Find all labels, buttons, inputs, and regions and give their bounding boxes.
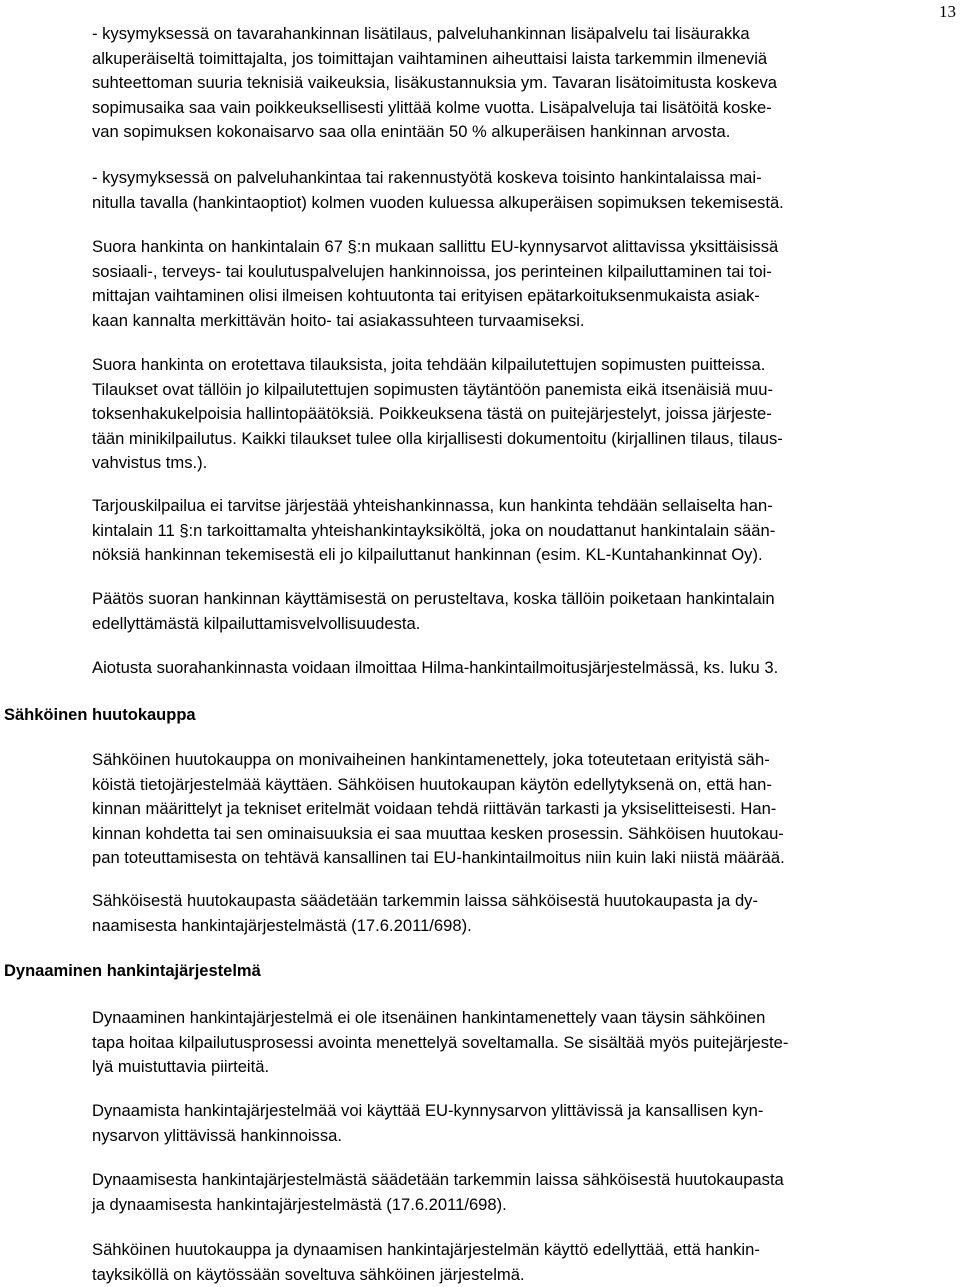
text-line: van sopimuksen kokonaisarvo saa olla enintään 50 % alkuperäisen hankinnan arvosta. — [92, 122, 731, 142]
text-line: mittajan vaihtaminen olisi ilmeisen kohtuutonta tai erityisen epätarkoituksenmukaista asiak- — [92, 286, 760, 306]
text-line: kinnan määrittelyt ja tekniset eritelmät voidaan tehdä riittävän tarkasti ja yksiselitteisesti. Han- — [92, 799, 777, 819]
text-line: Päätös suoran hankinnan käyttämisestä on perusteltava, koska tällöin poiketaan hankintalain — [92, 589, 775, 608]
text-line: Dynaamisesta hankintajärjestelmästä säädetään tarkemmin laissa sähköisestä huutokaupasta — [92, 1170, 784, 1189]
text-line: Suora hankinta on erotettava tilauksista, joita tehdään kilpailutettujen sopimusten puitteissa. — [92, 355, 766, 374]
text-line: Sähköinen huutokauppa ja dynaamisen hankintajärjestelmän käyttö edellyttää, että hankin- — [92, 1240, 760, 1259]
paragraph-tender — [92, 494, 954, 568]
text-line: suhteettoman suuria teknisiä vaikeuksia, lisäkustannuksia ym. Tavaran lisätoimitusta koskeva — [92, 73, 777, 93]
text-line: naamisesta hankintajärjestelmästä (17.6.2011/698). — [92, 915, 472, 935]
page-number: 13 — [939, 2, 956, 21]
text-line: nysarvon ylittävissä hankinnoissa. — [92, 1125, 342, 1145]
text-line: sosiaali-, terveys- tai koulutuspalvelujen hankinnoissa, jos perinteinen kilpailuttaminen tai toi- — [92, 261, 772, 281]
text-line: - kysymyksessä on tavarahankinnan lisätilaus, palveluhankinnan lisäpalvelu tai lisäurakka — [92, 24, 750, 43]
text-line: kintalain 11 §:n tarkoittamalta yhteishankintayksiköltä, joka on noudattanut hankintalain sään- — [92, 520, 776, 540]
text-line: Aiotusta suorahankinnasta voidaan ilmoittaa Hilma-hankintailmoitusjärjestelmässä, ks. luku 3. — [92, 658, 779, 677]
paragraph-auction-law — [92, 889, 954, 938]
paragraph-dynamic-law — [92, 1168, 954, 1217]
section-heading-dynamic-purchasing: Dynaaminen hankintajärjestelmä — [4, 962, 261, 980]
text-line: köistä tietojärjestelmää käyttäen. Sähköisen huutokaupan käytön edellytyksenä on, että han- — [92, 774, 772, 794]
text-line: lyä muistuttavia piirteitä. — [92, 1057, 270, 1077]
text-line: Dynaamista hankintajärjestelmää voi käyttää EU-kynnysarvon ylittävissä ja kansallisen kyn- — [92, 1101, 764, 1120]
paragraph-dash-2 — [92, 166, 954, 215]
section-heading-electronic-auction: Sähköinen huutokauppa — [4, 706, 196, 724]
text-line: vahvistus tms.). — [92, 453, 208, 473]
text-line: ja dynaamisesta hankintajärjestelmästä (17.6.2011/698). — [92, 1194, 507, 1214]
paragraph-orders — [92, 353, 954, 476]
text-line: nöksiä hankinnan tekemisestä eli jo kilpailuttanut hankinnan (esim. KL-Kuntahankinnat Oy). — [92, 545, 763, 565]
text-line: tapa hoitaa kilpailutusprosessi avointa menettelyä soveltamalla. Se sisältää myös puitejärjeste- — [92, 1032, 789, 1052]
text-line: Dynaaminen hankintajärjestelmä ei ole itsenäinen hankintamenettely vaan täysin sähköinen — [92, 1008, 766, 1027]
text-line: kaan kannalta merkittävän hoito- tai asiakassuhteen turvaamiseksi. — [92, 310, 585, 330]
text-line: toksenhakukelpoisia hallintopäätöksiä. Poikkeuksena tästä on puitejärjestelyt, joissa järjeste- — [92, 404, 772, 424]
text-line: - kysymyksessä on palveluhankintaa tai rakennustyötä koskeva toisinto hankintalaissa mai- — [92, 168, 762, 187]
paragraph-electronic-auction — [92, 748, 954, 871]
paragraph-direct-procurement — [92, 235, 954, 333]
text-line: tään minikilpailutus. Kaikki tilaukset tulee olla kirjallisesti dokumentoitu (kirjallinen tilaus, tilaus- — [92, 428, 783, 448]
paragraph-decision — [92, 587, 954, 636]
text-line: Tarjouskilpailua ei tarvitse järjestää yhteishankinnassa, kun hankinta tehdään sellaiselta han- — [92, 496, 773, 515]
text-line: tayksiköllä on käytössään soveltuva sähköinen järjestelmä. — [92, 1264, 525, 1284]
text-line: sopimusaika saa vain poikkeuksellisesti ylittää kolme vuotta. Lisäpalveluja tai lisätöitä koske- — [92, 97, 772, 117]
text-line: alkuperäiseltä toimittajalta, jos toimittajan vaihtaminen aiheuttaisi laista tarkemmin ilmeneviä — [92, 48, 768, 68]
paragraph-hilma — [92, 656, 954, 681]
text-line: edellyttämästä kilpailuttamisvelvollisuudesta. — [92, 613, 421, 633]
text-line: nitulla tavalla (hankintaoptiot) kolmen vuoden kuluessa alkuperäisen sopimuksen tekemisestä. — [92, 192, 784, 212]
text-line: Suora hankinta on hankintalain 67 §:n mukaan sallittu EU-kynnysarvot alittavissa yksittäisissä — [92, 237, 779, 256]
text-line: Tilaukset ovat tällöin jo kilpailutettujen sopimusten täytäntöön panemista eikä itsenäisiä muu- — [92, 379, 774, 399]
paragraph-dynamic-system — [92, 1006, 954, 1080]
paragraph-requirements — [92, 1238, 954, 1287]
text-line: Sähköinen huutokauppa on monivaiheinen hankintamenettely, joka toteutetaan erityistä säh- — [92, 750, 770, 769]
text-line: Sähköisestä huutokaupasta säädetään tarkemmin laissa sähköisestä huutokaupasta ja dy- — [92, 891, 759, 910]
paragraph-dynamic-thresholds — [92, 1099, 954, 1148]
text-line: kinnan kohdetta tai sen ominaisuuksia ei saa muuttaa kesken prosessin. Sähköisen huutokau- — [92, 823, 784, 843]
paragraph-dash-1 — [92, 22, 954, 145]
text-line: pan toteuttamisesta on tehtävä kansallinen tai EU-hankintailmoitus niin kuin laki niistä määrää. — [92, 848, 785, 868]
